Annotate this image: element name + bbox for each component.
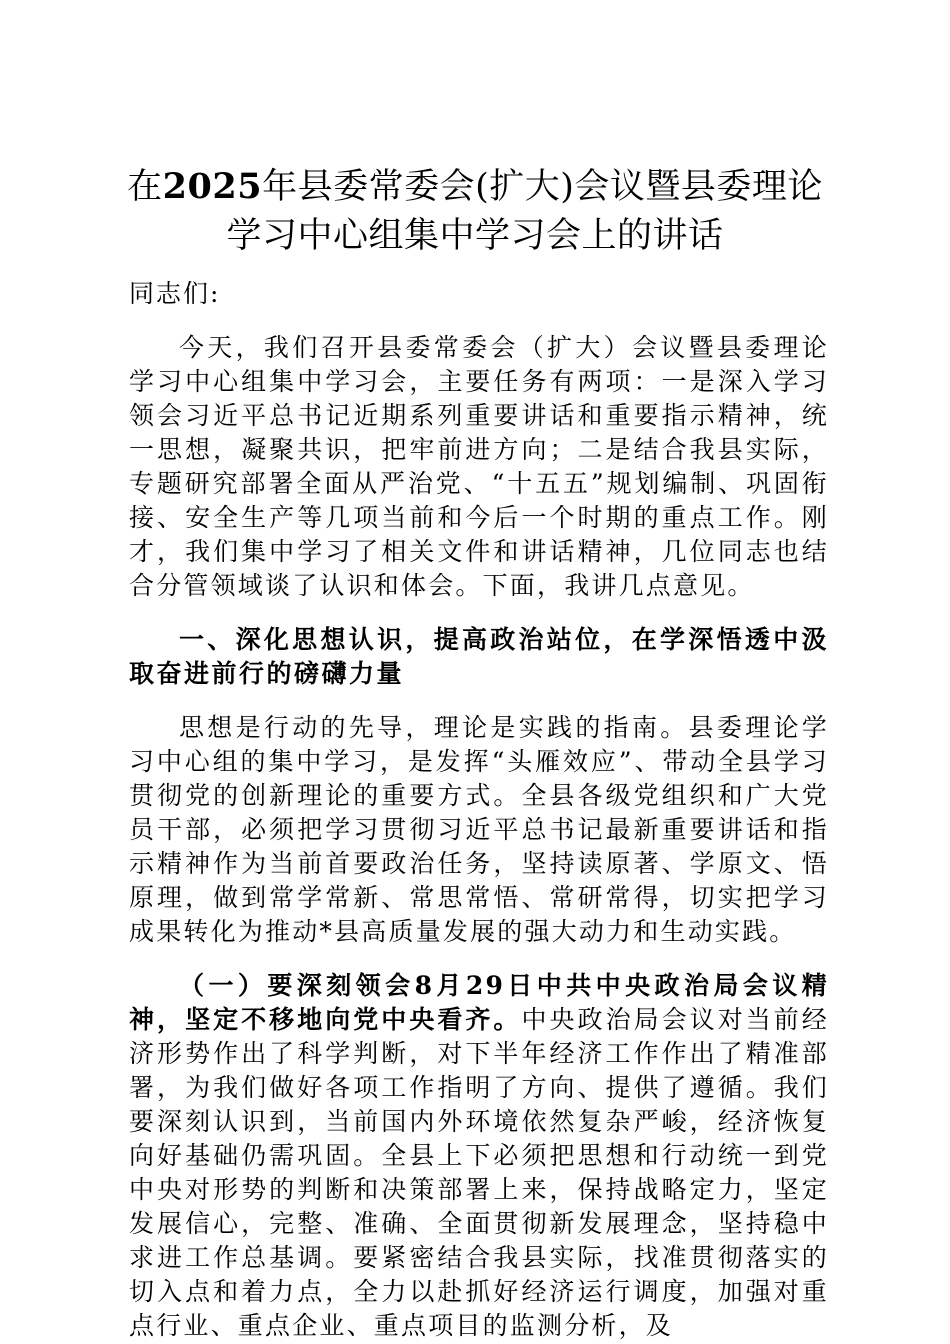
- document-body: [129, 277, 829, 1343]
- section-paragraph: 思想是行动的先导，理论是实践的指南。县委理论学习中心组的集中学习，是发挥“头雁效应”、带动全县学习贯彻党的创新理论的重要方式。全县各级党组织和广大党员干部，必须把学习贯彻习近平总书记最新重要讲话和指示精神作为当前首要政治任务，坚持读原著、学原文、悟原理，做到常学常新、常思常悟、常研常得，切实把学习成果转化为推动*县高质量发展的强大动力和生动实践。: [129, 713, 829, 946]
- salutation: 同志们:: [129, 279, 221, 308]
- title-prefix: 在: [127, 167, 163, 207]
- subsection-paragraph: [129, 969, 829, 1343]
- title-year: 2025: [162, 166, 263, 207]
- subsection-body: 中央政治局会议对当前经济形势作出了科学判断，对下半年经济工作作出了精准部署，为我们做好各项工作指明了方向、提供了遵循。我们要深刻认识到，当前国内外环境依然复杂严峻，经济恢复向好基础仍需巩固。全县上下必须把思想和行动统一到党中央对形势的判断和决策部署上来，保持战略定力，坚定发展信心，完整、准确、全面贯彻新发展理念，坚持稳中求进工作总基调。要紧密结合我县实际，找准贯彻落实的切入点和着力点，全力以赴抓好经济运行调度，加强对重点行业、重点企业、重点项目的监测分析，及: [129, 1005, 829, 1340]
- section-heading: 一、深化思想认识，提高政治站位，在学深悟透中汲取奋进前行的磅礴力量: [129, 625, 829, 688]
- intro-paragraph: 今天，我们召开县委常委会（扩大）会议暨县委理论学习中心组集中学习会，主要任务有两项：一是深入学习领会习近平总书记近期系列重要讲话和重要指示精神，统一思想，凝聚共识，把牢前进方向；二是结合我县实际，专题研究部署全面从严治党、“十五五”规划编制、巩固衔接、安全生产等几项当前和今后一个时期的重点工作。刚才，我们集中学习了相关文件和讲话精神，几位同志也结合分管领域谈了认识和体会。下面，我讲几点意见。: [129, 333, 829, 600]
- document-title: [118, 162, 832, 261]
- title-rest: 年县委常委会(扩大)会议暨县委理论学习中心组集中学习会上的讲话: [226, 167, 823, 256]
- subsection-heading: （一）要深刻领会8月29日中共中央政治局会议精神，坚定不移地向党中央看齐。: [129, 971, 829, 1034]
